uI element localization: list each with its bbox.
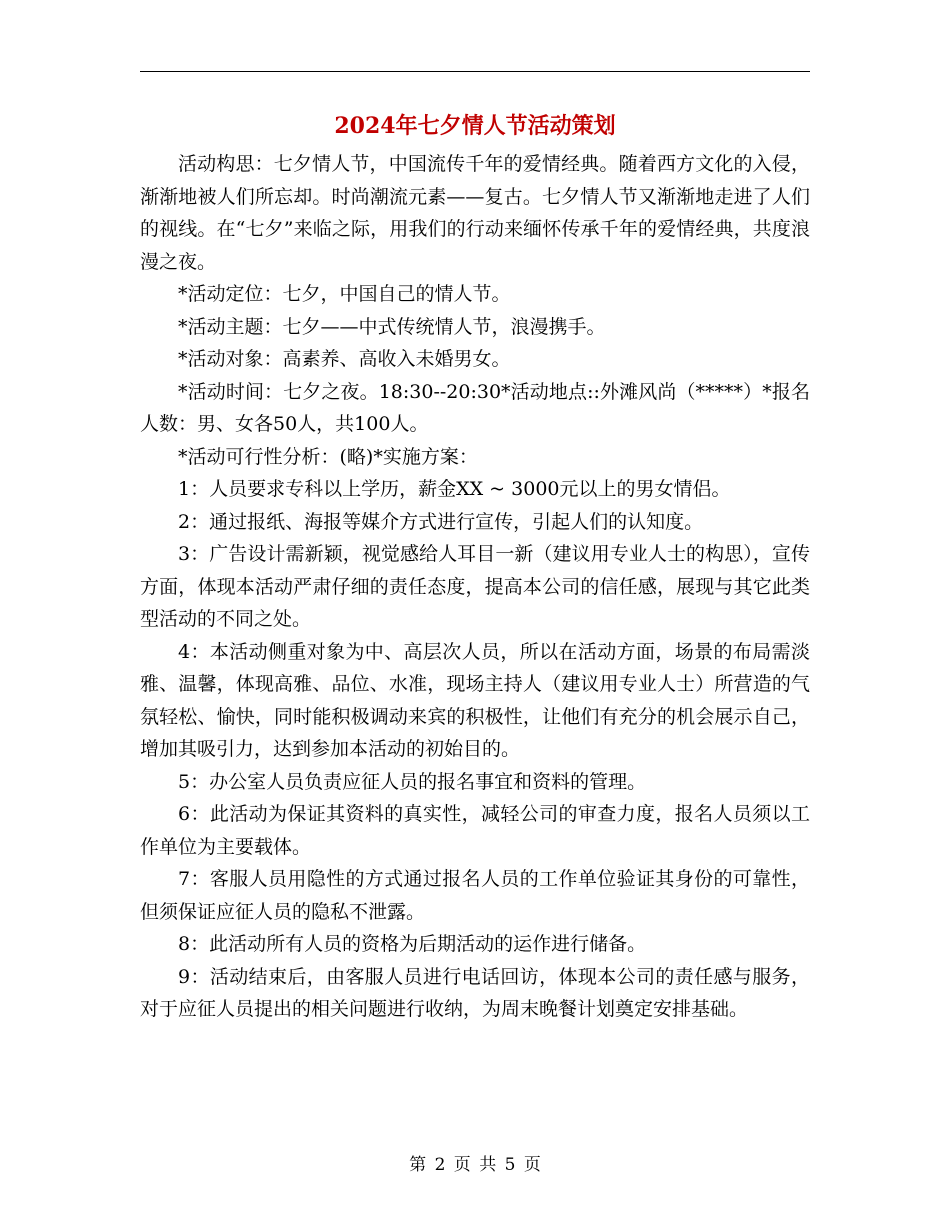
paragraph-audience: *活动对象：高素养、高收入未婚男女。 [178, 348, 511, 370]
document-body [140, 148, 810, 1026]
page-footer: 第 2 页 共 5 页 [409, 1155, 541, 1175]
paragraph-concept: 活动构思：七夕情人节，中国流传千年的爱情经典。随着西方文化的入侵，渐渐地被人们所忘却。时尚潮流元素——复古。七夕情人节又渐渐地走进了人们的视线。在“七夕”来临之际，用我们的行动来缅怀传承千年的爱情经典，共度浪漫之夜。 [140, 153, 810, 273]
paragraph-item-1: 1：人员要求专科以上学历，薪金XX ~ 3000元以上的男女情侣。 [178, 478, 731, 500]
paragraph-feasibility: *活动可行性分析：(略)*实施方案： [178, 445, 478, 468]
paragraph-time-place: *活动时间：七夕之夜。18:30--20:30*活动地点::外滩风尚（*****）*报名人数：男、女各50人，共100人。 [140, 380, 810, 435]
paragraph-item-6: 6：此活动为保证其资料的真实性，减轻公司的审查力度，报名人员须以工作单位为主要载体。 [140, 803, 810, 858]
paragraph-item-9: 9：活动结束后，由客服人员进行电话回访，体现本公司的责任感与服务，对于应征人员提出的相关问题进行收纳，为周末晚餐计划奠定安排基础。 [140, 965, 810, 1020]
paragraph-item-4: 4：本活动侧重对象为中、高层次人员，所以在活动方面，场景的布局需淡雅、温馨，体现高雅、品位、水准，现场主持人（建议用专业人士）所营造的气氛轻松、愉快，同时能积极调动来宾的积极性，让他们有充分的机会展示自己，增加其吸引力，达到参加本活动的初始目的。 [140, 640, 810, 760]
paragraph-item-3: 3：广告设计需新颖，视觉感给人耳目一新（建议用专业人士的构思），宣传方面，体现本活动严肃仔细的责任态度，提高本公司的信任感，展现与其它此类型活动的不同之处。 [140, 543, 810, 630]
paragraph-item-7: 7：客服人员用隐性的方式通过报名人员的工作单位验证其身份的可靠性，但须保证应征人员的隐私不泄露。 [140, 868, 810, 923]
paragraph-positioning: *活动定位：七夕，中国自己的情人节。 [178, 283, 511, 305]
document-title: 2024年七夕情人节活动策划 [334, 113, 616, 139]
paragraph-item-8: 8：此活动所有人员的资格为后期活动的运作进行储备。 [178, 933, 647, 955]
paragraph-theme: *活动主题：七夕——中式传统情人节，浪漫携手。 [178, 315, 606, 338]
paragraph-item-2: 2：通过报纸、海报等媒介方式进行宣传，引起人们的认知度。 [178, 510, 704, 533]
header-rule [140, 71, 810, 72]
paragraph-item-5: 5：办公室人员负责应征人员的报名事宜和资料的管理。 [178, 770, 647, 793]
